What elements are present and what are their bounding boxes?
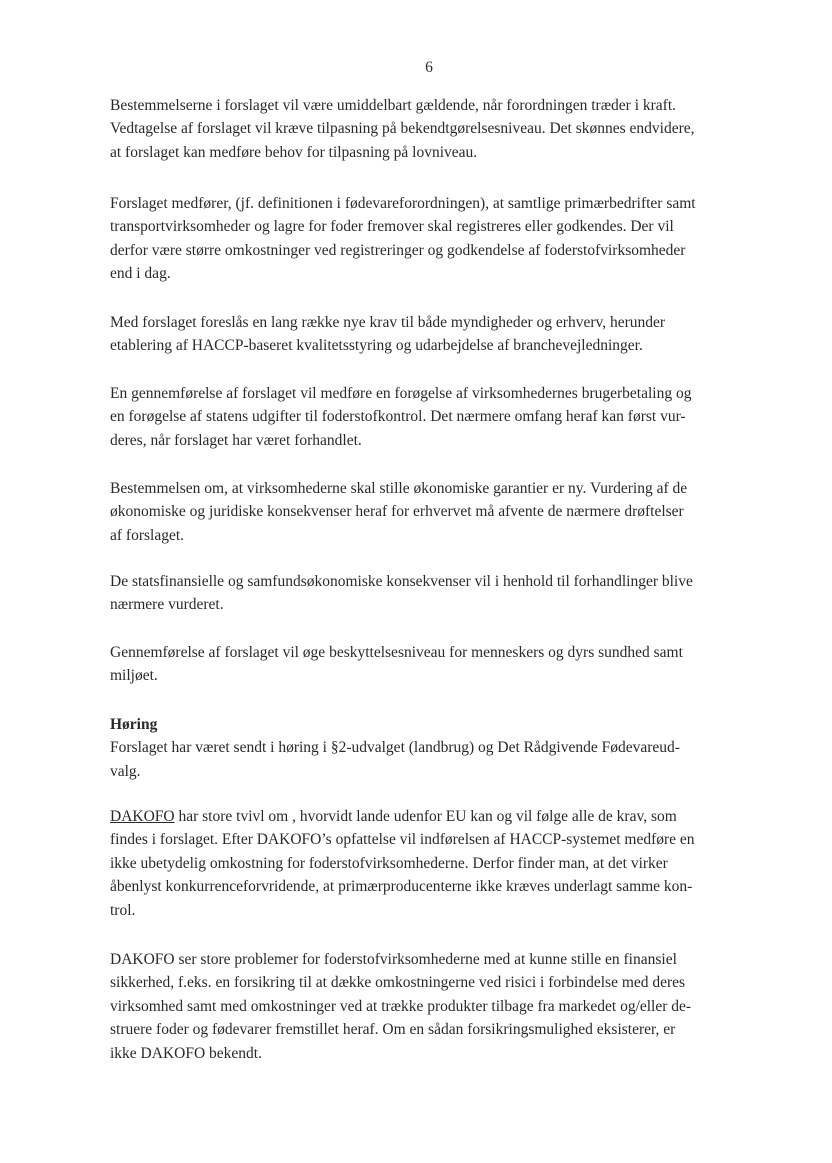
section-horing — [110, 713, 750, 783]
paragraph-konsekvenser — [110, 570, 750, 617]
text-line: struere foder og fødevarer fremstillet heraf. Om en sådan forsikringsmulighed eksisterer, er — [110, 1021, 676, 1039]
text-line: derfor være større omkostninger ved registreringer og godkendelse af foderstofvirksomheder — [110, 241, 686, 259]
text-line: En gennemførelse af forslaget vil medføre en forøgelse af virksomhedernes brugerbetaling og — [110, 385, 692, 402]
text-line: af forslaget. — [110, 526, 185, 544]
text-line: en forøgelse af statens udgifter til foderstofkontrol. Det nærmere omfang heraf kan først vur- — [110, 408, 686, 426]
text-line: økonomiske og juridiske konsekvenser heraf for erhvervet må afvente de nærmere drøftelser — [110, 503, 684, 521]
text-line: trol. — [110, 901, 136, 919]
section-heading: Høring — [110, 716, 158, 733]
text-line: Vedtagelse af forslaget vil kræve tilpasning på bekendtgørelsesniveau. Det skønnes endvidere, — [110, 120, 695, 138]
text-line: nærmere vurderet. — [110, 596, 224, 614]
paragraph-forordning — [110, 94, 750, 164]
text-line: virksomhed samt med omkostninger ved at trække produkter tilbage fra markedet og/eller de- — [110, 997, 692, 1015]
text-line: Forslaget har været sendt i høring i §2-udvalget (landbrug) og Det Rådgivende Fødevareud- — [110, 739, 680, 757]
page-number: 6 — [425, 59, 433, 76]
text-line: etablering af HACCP-baseret kvalitetsstyring og udarbejdelse af branchevejledninger. — [110, 337, 643, 355]
text-line: findes i forslaget. Efter DAKOFO’s opfattelse vil indførelsen af HACCP-systemet medføre en — [110, 831, 695, 849]
text-line: valg. — [110, 762, 141, 780]
text-line: åbenlyst konkurrenceforvridende, at primærproducenterne ikke kræves underlagt samme kon- — [110, 878, 693, 896]
text-line: ikke ubetydelig omkostning for foderstofvirksomhederne. Derfor finder man, at det virker — [110, 854, 668, 872]
text-line: deres, når forslaget har været forhandlet. — [110, 431, 362, 449]
paragraph-garantier — [110, 477, 750, 547]
paragraph-registrering — [110, 192, 750, 286]
text-line: end i dag. — [110, 265, 171, 283]
text-line: har store tvivl om , hvorvidt lande udenfor EU kan og vil følge alle de krav, som — [174, 808, 677, 825]
text-line: Med forslaget foreslås en lang række nye krav til både myndigheder og erhverv, herunder — [110, 314, 666, 331]
text-line: Gennemførelse af forslaget vil øge beskyttelsesniveau for menneskers og dyrs sundhed samt — [110, 644, 683, 661]
text-line: Bestemmelserne i forslaget vil være umiddelbart gældende, når forordningen træder i kraft. — [110, 97, 677, 114]
text-line: Forslaget medfører, (jf. definitionen i fødevareforordningen), at samtlige primærbedrifter samt — [110, 195, 696, 212]
paragraph-dakofo-sikkerhed — [110, 948, 750, 1065]
paragraph-dakofo-tvivl — [110, 805, 750, 922]
paragraph-brugerbetaling — [110, 382, 750, 452]
text-line: De statsfinansielle og samfundsøkonomiske konsekvenser vil i henhold til forhandlinger blive — [110, 573, 693, 590]
text-line: at forslaget kan medføre behov for tilpasning på lovniveau. — [110, 143, 478, 161]
text-line: sikkerhed, f.eks. en forsikring til at dække omkostningerne ved risici i forbindelse med deres — [110, 974, 686, 992]
text-line: ikke DAKOFO bekendt. — [110, 1044, 262, 1062]
paragraph-beskyttelse — [110, 641, 750, 688]
text-line: transportvirksomheder og lagre for foder fremover skal registreres eller godkendes. Der vil — [110, 218, 674, 236]
text-line: Bestemmelsen om, at virksomhederne skal stille økonomiske garantier er ny. Vurdering af de — [110, 480, 688, 497]
paragraph-krav — [110, 311, 750, 358]
text-line: DAKOFO ser store problemer for foderstofvirksomhederne med at kunne stille en finansiel — [110, 951, 677, 968]
text-line: miljøet. — [110, 667, 158, 685]
dakofo-underlined: DAKOFO — [110, 808, 175, 825]
